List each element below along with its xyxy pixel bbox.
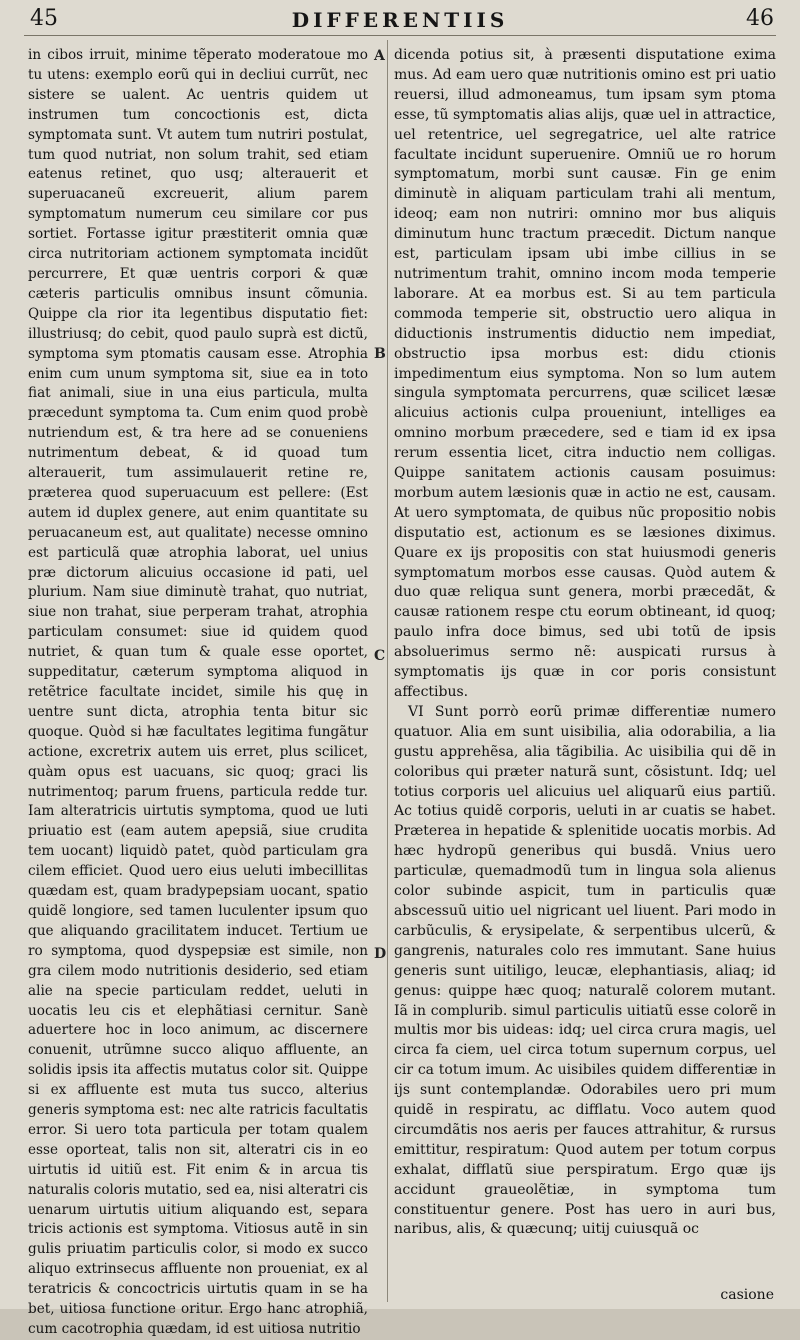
margin-letter-a: A <box>374 48 385 64</box>
page-number-right: 46 <box>746 6 774 31</box>
right-column-paragraph-2: VI Sunt porrò eorũ primæ differentiæ numero quatuor. Alia em sunt uisibilia, alia odorabilia, a lia gustu apprehẽsa, alia tãgibilia. Ac uisibilia qui dẽ in coloribus qui præter naturã sunt, cõsistunt. Idq; uel totius corporis uel alicuius uel aliquarũ eius partiũ. Ac totius quidẽ corporis, ueluti in ar cuatis se habet. Præterea in hepatide & splenitide uocatis morbis. Ad hæc hydropũ generibus qui busdã. Vnius uero particulæ, quemadmodũ tum in lingua sola alienus color subinde aspicit, tum in particulis quæ abscessuũ uitio uel nigricant uel liuent. Pari modo in carbũculis, & erysipelate, & serpentibus ulcerũ, & gangrenis, naturales colo res immutant. Sane huius generis sunt uitiligo, leucæ, elephantiasis, aliaq; id genus: quippe hæc quoq; naturalẽ colorem mutant. Iã in complurib. simul particulis uitiatũ esse colorẽ in multis mor bis uideas: idq; uel circa crura magis, uel circa fa ciem, uel circa totum supernum corpus, uel cir ca totum imum. Ac uisibiles quidem differentiæ in ijs sunt contemplandæ. Odorabiles uero pri mum quidẽ in respiratu, ac difflatu. Voco autem quod circumdãtis nos aeris per fauces attrahitur, & rursus emittitur, respiratum: Quod autem per totum corpus exhalat, difflatũ siue perspiratum. Ergo quæ ijs accidunt graueolẽtiæ, in symptoma tum constituentur genere. Post has uero in auri bus, naribus, alis, & quæcunq; uitij cuiusquã oc <box>394 703 776 1238</box>
page-number-left: 45 <box>30 6 58 31</box>
left-column <box>28 46 368 1337</box>
catchword: casione <box>720 1287 774 1303</box>
header-rule <box>24 35 776 36</box>
right-column-paragraph-1: dicenda potius sit, à præsenti disputatione exima mus. Ad eam uero quæ nutritionis omino est pri uatio reuersi, illud admoneamus, tum ipsam sym ptoma esse, tũ symptomatis alias alijs, quæ uel in attractice, uel retentrice, uel segregatrice, uel alte ratrice facultate incidunt superuenire. Omniũ ue ro horum symptomatum, morbi sunt causæ. Fin ge enim diminutè in aliquam particulam trahi ali mentum, ideoq; eam non nutriri: omnino mor bus aliquis diminutum hunc tractum præcedit. Dictum nanque est, particulam ipsam ubi imbe cillius in se nutrimentum trahit, omnino incom moda temperie laborare. At ea morbus est. Si au tem particula commoda temperie sit, obstructio uero aliqua in diductionis instrumentis diductio nem impediat, obstructio ipsa morbus est: didu ctionis impedimentum eius symptoma. Non so lum autem singula symptomata percurrens, quæ scilicet læsæ alicuius actionis culpa proueniunt, intelliges ea omnino morbum præcedere, sed e tiam id ex ipsa rerum essentia licet, citra inductio nem colligas. Quippe sanitatem actionis causam posuimus: morbum autem læsionis quæ in actio ne est, causam. At uero symptomata, de quibus nũc propositio nobis disputatio est, actionum es se læsiones diximus. Quare ex ijs propositis con stat huiusmodi generis symptomatum morbos esse causas. Quòd autem & duo quæ reliqua sunt genera, morbi præcedãt, & causæ rationem respe ctu eorum obtineant, id quoq; paulo infra doce bimus, sed ubi totũ de ipsis absoluerimus sermo nẽ: auspicati rursus à symptomatis ijs quæ in cor poris consistunt affectibus. <box>394 47 776 700</box>
left-column-text: in cibos irruit, minime tẽperato moderatoue mo tu utens: exemplo eorũ qui in decliui currũt, nec sistere se ualent. Ac uentris quidem ut instrumen tum concoctionis est, dicta symptomata sunt. Vt autem tum nutriri postulat, tum quod nutriat, non solum trahit, sed etiam eatenus retinet, quo usq; alterauerit et superuacaneũ excreuerit, alium parem symptomatum numerum ceu similare cor pus sortiet. Fortasse igitur præstiterit omnia quæ circa nutritoriam actionem symptomata incidũt percurrere, Et quæ uentris corpori & quæ cæteris particulis omnibus insunt cõmunia. Quippe cla rior ita legentibus disputatio fiet: illustriusq; do cebit, quod paulo suprà est dictũ, symptoma sym ptomatis causam esse. Atrophia enim cum unum symptoma sit, siue ea in toto fiat animali, siue in una eius particula, multa præcedunt symptoma ta. Cum enim quod probè nutriendum est, & tra here ad se conueniens nutrimentum debeat, & id quoad tum alterauerit, tum assimulauerit retine re, præterea quod superuacuum est pellere: (Est autem id duplex genere, aut enim quantitate su peruacaneum est, aut qualitate) necesse omnino est particulã quæ atrophia laborat, uel unius præ dictorum alicuius occasione id pati, uel plurium. Nam siue diminutè trahat, quo nutriat, siue non trahat, siue perperam trahat, atrophia particulam consumet: siue id quidem quod nutriet, & quan tum & quale esse oportet, suppeditatur, cæterum symptoma aliquod in retẽtrice facultate incidet, simile his quę in uentre sunt dicta, atrophia tenta bitur sic quoque. Quòd si hæ facultates legitima fungãtur actione, excretrix autem uis erret, plus scilicet, quàm opus est uacuans, sic quoq; graci lis nutrimentoq; parum fruens, particula redde tur. Iam alteratricis uirtutis symptoma, quod ue luti priuatio est (eam autem apepsiã, siue crudita tem uocant) liquidò patet, quòd particulam gra cilem efficiet. Quod uero eius ueluti imbecillitas quædam est, quam bradypepsiam uocant, spatio quidẽ longiore, sed tamen luculenter ipsum quo que aliquando gracilitatem inducet. Tertium ue ro symptoma, quod dyspepsiæ est simile, non gra cilem modo nutritionis desiderio, sed etiam alie na specie particulam reddet, ueluti in uocatis leu cis et elephãtiasi cernitur. Sanè aduertere hoc in loco animum, ac discernere conuenit, utrũmne succo aliquo affluente, an solidis ipsis ita affectis mutatus color sit. Quippe si ex affluente est muta tus succo, alterius generis symptoma est: nec alte ratricis facultatis error. Si uero tota particula per totam qualem esse oporteat, talis non sit, alteratri cis in eo uirtutis id uitiũ est. Fit enim & in arcua tis naturalis coloris mutatio, sed ea, nisi alteratri cis uenarum uirtutis uitium aliquando est, separa tricis actionis est symptoma. Vitiosus autẽ in sin gulis priuatim particulis color, si modo ex succo aliquo extrinsecus affluente non proueniat, ex al teratricis & concoctricis uirtutis quam in se ha bet, uitiosa functione oritur. Ergo hanc atrophiã, cum cacotrophia quædam, id est uitiosa nutritio <box>28 47 368 1337</box>
margin-letter-c: C <box>374 648 386 664</box>
right-column <box>394 46 776 1296</box>
running-title: DIFFERENTIIS <box>291 8 509 32</box>
margin-letter-b: B <box>374 346 386 362</box>
column-divider <box>387 40 388 1302</box>
margin-letter-d: D <box>374 946 387 962</box>
